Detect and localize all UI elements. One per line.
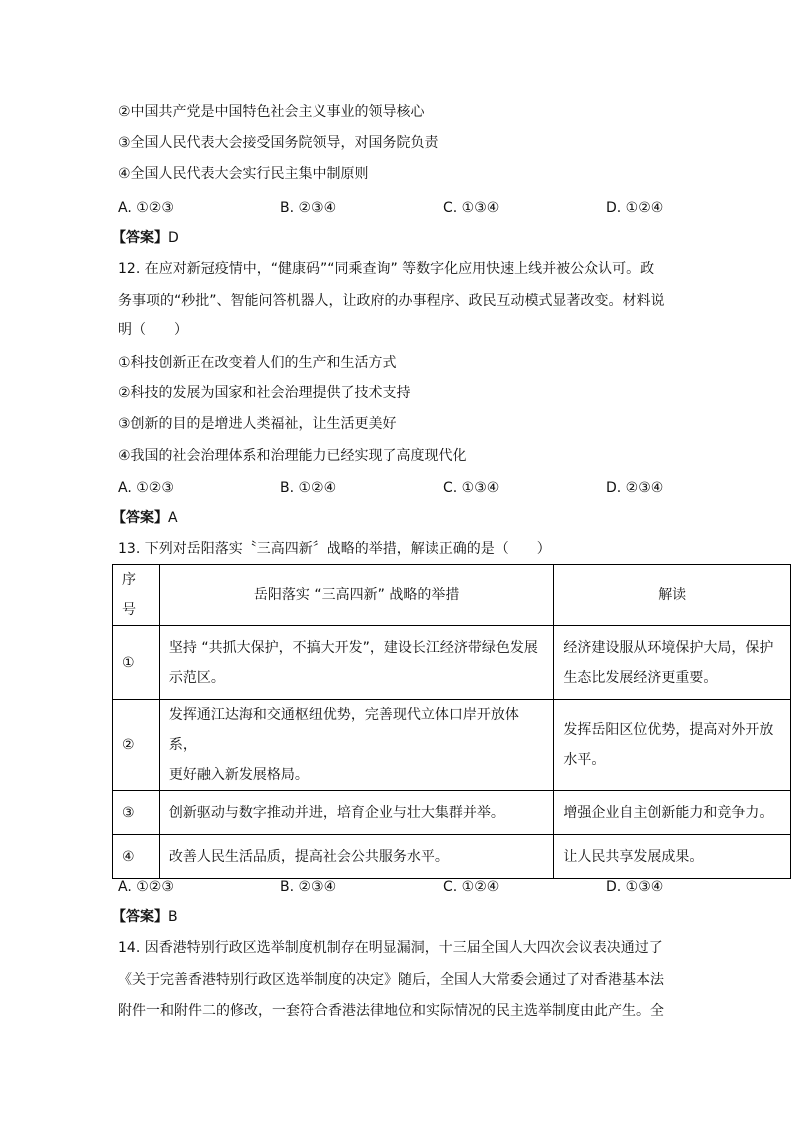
row-measure [159, 626, 553, 700]
table-row [113, 700, 791, 791]
row-interpretation-line-2: 生态比发展经济更重要。 [563, 669, 718, 686]
q11-option-3: ③全国人民代表大会接受国务院领导，对国务院负责 [118, 135, 439, 151]
q12-stem-line-2: 务事项的“秒批”、智能问答机器人，让政府的办事程序、政民互动模式显著改变。材料说 [118, 293, 665, 309]
q12-choice-c: C. ①③④ [443, 480, 500, 496]
q11-choice-a: A. ①②③ [118, 200, 174, 216]
row-interpretation: 增强企业自主创新能力和竞争力。 [554, 791, 791, 835]
q14-stem-line-3: 附件一和附件二的修改，一套符合香港法律地位和实际情况的民主选举制度由此产生。全 [118, 1003, 664, 1019]
q11-choice-c: C. ①③④ [443, 200, 500, 216]
q12-choice-b: B. ①②④ [280, 480, 337, 496]
row-interpretation-line-1: 经济建设服从环境保护大局，保护 [563, 639, 774, 656]
row-measure [159, 700, 553, 791]
row-number: ④ [113, 835, 160, 879]
q12-answer-label: 【答案】 [112, 510, 168, 526]
row-measure-line-2: 更好融入新发展格局。 [168, 767, 309, 783]
q11-choices [118, 198, 718, 218]
q11-choice-b: B. ②③④ [280, 200, 337, 216]
q11-answer-value: D [168, 230, 179, 246]
row-number: ① [113, 626, 160, 700]
q13-choice-c: C. ①②④ [443, 879, 500, 895]
q11-choice-d: D. ①②④ [606, 200, 664, 216]
row-measure-line-2: 示范区。 [168, 669, 225, 686]
q12-stem-line-1: 12. 在应对新冠疫情中，“健康码”“同乘查询” 等数字化应用快速上线并被公众认可。政 [118, 261, 655, 277]
q12-stem-line-3: 明（ ） [118, 322, 188, 338]
q12-option-2: ②科技的发展为国家和社会治理提供了技术支持 [118, 385, 411, 401]
table-header-measure: 岳阳落实 “三高四新” 战略的举措 [159, 565, 553, 626]
q13-answer-value: B [168, 909, 178, 925]
q11-option-2: ②中国共产党是中国特色社会主义事业的领导核心 [118, 104, 425, 120]
q13-stem: 13. 下列对岳阳落实〝三高四新〞战略的举措，解读正确的是（ ） [118, 541, 551, 557]
q12-option-1: ①科技创新正在改变着人们的生产和生活方式 [118, 355, 397, 371]
table-row [113, 791, 791, 835]
row-interpretation [554, 700, 791, 791]
q13-choices [118, 877, 718, 897]
table-header-row [113, 565, 791, 626]
q12-choice-d: D. ②③④ [606, 480, 664, 496]
q13-answer [112, 907, 178, 927]
row-interpretation-line-1: 发挥岳阳区位优势，提高对外开放 [563, 722, 774, 738]
row-interpretation: 让人民共享发展成果。 [554, 835, 791, 879]
q14-stem-line-2: 《关于完善香港特别行政区选举制度的决定》随后，全国人大常委会通过了对香港基本法 [118, 972, 664, 988]
table-row [113, 626, 791, 700]
q11-answer [112, 228, 179, 248]
table-row [113, 835, 791, 879]
row-number: ② [113, 700, 160, 791]
table-header-interpretation: 解读 [554, 565, 791, 626]
row-measure-line-1: 发挥通江达海和交通枢纽优势，完善现代立体口岸开放体系， [168, 707, 519, 753]
row-number: ③ [113, 791, 160, 835]
q13-choice-d: D. ①③④ [606, 879, 664, 895]
q12-option-3: ③创新的目的是增进人类福祉，让生活更美好 [118, 416, 397, 432]
row-measure: 改善人民生活品质，提高社会公共服务水平。 [159, 835, 553, 879]
q13-answer-label: 【答案】 [112, 909, 168, 925]
q13-choice-a: A. ①②③ [118, 879, 174, 895]
q12-choice-a: A. ①②③ [118, 480, 174, 496]
table-header-no: 序号 [113, 565, 160, 626]
row-interpretation [554, 626, 791, 700]
q12-answer-value: A [168, 510, 178, 526]
q12-option-4: ④我国的社会治理体系和治理能力已经实现了高度现代化 [118, 448, 467, 464]
q12-answer [112, 508, 178, 528]
q12-choices [118, 478, 718, 498]
q14-stem-line-1: 14. 因香港特别行政区选举制度机制存在明显漏洞，十三届全国人大四次会议表决通过了 [118, 940, 663, 956]
q13-choice-b: B. ②③④ [280, 879, 337, 895]
row-measure-line-1: 坚持 “共抓大保护，不搞大开发”，建设长江经济带绿色发展 [168, 639, 538, 656]
q11-answer-label: 【答案】 [112, 230, 168, 246]
row-interpretation-line-2: 水平。 [563, 752, 606, 768]
strategy-table [112, 564, 791, 879]
row-measure: 创新驱动与数字推动并进，培育企业与壮大集群并举。 [159, 791, 553, 835]
q11-option-4: ④全国人民代表大会实行民主集中制原则 [118, 166, 369, 182]
